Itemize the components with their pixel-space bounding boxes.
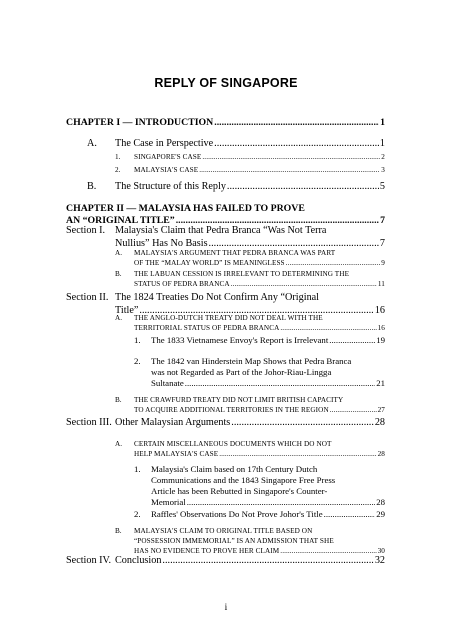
toc-label: 2.: [134, 356, 141, 366]
toc-chapter-page: 1: [380, 117, 385, 128]
toc-entry[interactable]: [134, 281, 385, 288]
toc-entry-page: 16: [377, 324, 385, 332]
toc-entry[interactable]: [115, 556, 385, 566]
toc-entry-page: 9: [381, 259, 385, 267]
toc-entry-page: 27: [377, 406, 385, 414]
toc-chapter-title: AN “ORIGINAL TITLE”: [66, 215, 175, 226]
toc-entry-title: TO ACQUIRE ADDITIONAL TERRITORIES IN THE REGION: [134, 406, 329, 414]
toc-entry-title: Conclusion: [115, 555, 162, 566]
toc-entry-title: HAS NO EVIDENCE TO PROVE HER CLAIM: [134, 547, 280, 555]
dot-leader: [330, 407, 377, 414]
dot-leader: [202, 154, 380, 161]
toc-entry-title: Nullius” Has No Basis: [115, 238, 208, 249]
toc-label: A.: [115, 249, 122, 257]
dot-leader: [329, 336, 375, 345]
toc-entry-title: Other Malaysian Arguments: [115, 417, 231, 428]
toc-label: Section IV.: [66, 555, 112, 566]
toc-label: Section I.: [66, 225, 106, 236]
toc-entry-line: CERTAIN MISCELLANEOUS DOCUMENTS WHICH DO NOT: [134, 440, 332, 448]
toc-chapter-page: 7: [380, 215, 385, 226]
toc-label: 1.: [115, 153, 121, 161]
toc-entry[interactable]: [134, 167, 385, 174]
toc-entry-title: Sultanate: [151, 378, 184, 388]
toc-entry[interactable]: [134, 451, 385, 458]
toc-entry-title: STATUS OF PEDRA BRANCA: [134, 280, 230, 288]
toc-entry-line: THE CRAWFURD TREATY DID NOT LIMIT BRITISH CAPACITY: [134, 396, 344, 404]
dot-leader: [199, 167, 380, 174]
toc-entry-line: Malaysia's Claim based on 17th Century Dutch: [151, 464, 318, 474]
toc-chapter-line: CHAPTER II — MALAYSIA HAS FAILED TO PROVE: [66, 203, 305, 214]
toc-entry-title: The Structure of this Reply: [115, 181, 226, 192]
toc-entry[interactable]: [115, 182, 385, 192]
toc-entry-title: HELP MALAYSIA'S CASE: [134, 450, 219, 458]
dot-leader: [286, 260, 381, 267]
dot-leader: [219, 451, 376, 458]
toc-entry-line: The 1824 Treaties Do Not Confirm Any “Original: [115, 292, 320, 303]
toc-label: B.: [87, 181, 97, 192]
toc-entry-page: 19: [376, 335, 385, 345]
dot-leader: [209, 239, 379, 249]
toc-chapter[interactable]: [66, 118, 385, 128]
toc-label: 2.: [134, 509, 141, 519]
dot-leader: [280, 548, 376, 555]
toc-entry-page: 28: [376, 497, 385, 507]
toc-entry-page: 11: [377, 280, 385, 288]
toc-entry-title: SINGAPORE'S CASE: [134, 153, 202, 161]
toc-entry-line: Communications and the 1843 Singapore Free Press: [151, 475, 336, 485]
toc-entry[interactable]: [151, 336, 385, 345]
toc-entry-page: 21: [376, 378, 385, 388]
dot-leader: [227, 182, 379, 192]
toc-entry[interactable]: [115, 418, 385, 428]
toc-entry-page: 29: [376, 509, 385, 519]
dot-leader: [187, 498, 376, 507]
toc-entry-title: The 1833 Vietnamese Envoy's Report is Irrelevant: [151, 335, 329, 345]
toc-entry[interactable]: [151, 498, 385, 507]
toc-label: A.: [87, 138, 97, 149]
toc-entry-page: 7: [379, 238, 385, 249]
toc-entry-page: 5: [379, 181, 385, 192]
toc-entry-title: Memorial: [151, 497, 186, 507]
toc-entry-line: was not Regarded as Part of the Johor-Riau-Lingga: [151, 367, 332, 377]
toc-entry[interactable]: [134, 260, 385, 267]
toc-entry-title: Title”: [115, 305, 139, 316]
toc-label: B.: [115, 396, 122, 404]
toc-entry-page: 2: [381, 153, 385, 161]
toc-label: B.: [115, 270, 122, 278]
page-title: REPLY OF SINGAPORE: [154, 76, 298, 90]
toc-entry-title: Raffles' Observations Do Not Prove Johor's Title: [151, 509, 323, 519]
toc-entry-page: 3: [381, 166, 385, 174]
toc-entry-line: THE LABUAN CESSION IS IRRELEVANT TO DETERMINING THE: [134, 270, 350, 278]
dot-leader: [185, 379, 375, 388]
toc-entry-line: MALAYSIA'S CLAIM TO ORIGINAL TITLE BASED ON: [134, 527, 313, 535]
dot-leader: [214, 118, 379, 128]
toc-entry[interactable]: [115, 239, 385, 249]
toc-entry-title: The Case in Perspective: [115, 138, 214, 149]
toc-entry-line: MALAYSIA'S ARGUMENT THAT PEDRA BRANCA WAS PART: [134, 249, 336, 257]
dot-leader: [280, 325, 376, 332]
dot-leader: [324, 510, 376, 519]
toc-label: Section II.: [66, 292, 109, 303]
toc-entry-page: 30: [377, 547, 385, 555]
toc-entry-page: 16: [374, 305, 385, 316]
toc-label: 2.: [115, 166, 121, 174]
dot-leader: [162, 556, 373, 566]
toc-entry-page: 28: [374, 417, 385, 428]
toc-entry-title: MALAYSIA'S CASE: [134, 166, 199, 174]
toc-entry[interactable]: [134, 407, 385, 414]
toc-entry-title: OF THE “MALAY WORLD” IS MEANINGLESS: [134, 259, 285, 267]
toc-entry-page: 32: [374, 555, 385, 566]
toc-entry[interactable]: [134, 548, 385, 555]
dot-leader: [231, 281, 377, 288]
toc-entry-title: TERRITORIAL STATUS OF PEDRA BRANCA: [134, 324, 280, 332]
toc-entry[interactable]: [115, 139, 385, 149]
toc-entry-page: 1: [379, 138, 385, 149]
toc-chapter-title: CHAPTER I — INTRODUCTION: [66, 117, 214, 128]
toc-label: A.: [115, 314, 122, 322]
page-number: i: [224, 603, 228, 613]
toc-label: 1.: [134, 464, 141, 474]
toc-entry-line: “POSSESSION IMMEMORIAL” IS AN ADMISSION THAT SHE: [134, 537, 334, 545]
toc-entry[interactable]: [134, 154, 385, 161]
toc-label: Section III.: [66, 417, 112, 428]
toc-entry-line: Article has been Rebutted in Singapore's Counter-: [151, 486, 328, 496]
toc-entry-line: The 1842 van Hinderstein Map Shows that Pedra Branca: [151, 356, 352, 366]
dot-leader: [231, 418, 374, 428]
dot-leader: [214, 139, 379, 149]
toc-entry[interactable]: [134, 325, 385, 332]
toc-entry[interactable]: [151, 510, 385, 519]
toc-entry[interactable]: [151, 379, 385, 388]
toc-label: B.: [115, 527, 122, 535]
toc-entry-page: 28: [377, 450, 385, 458]
toc-entry-line: Malaysia's Claim that Pedra Branca “Was Not Terra: [115, 225, 327, 236]
toc-label: A.: [115, 440, 122, 448]
toc-entry-line: THE ANGLO-DUTCH TREATY DID NOT DEAL WITH THE: [134, 314, 323, 322]
toc-label: 1.: [134, 335, 141, 345]
